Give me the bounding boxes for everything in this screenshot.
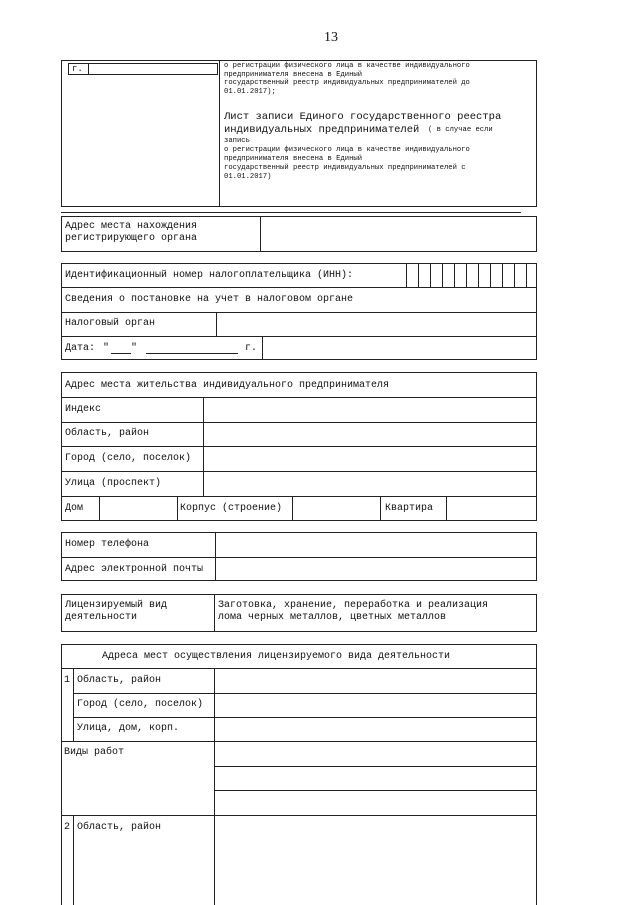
note-line: государственный реестр индивидуальных предпринимателей до	[224, 79, 470, 87]
row-number: 1	[64, 675, 71, 686]
sheet-title: индивидуальных предпринимателей	[224, 124, 420, 136]
note-line: государственный реестр индивидуальных предпринимателей с	[224, 164, 466, 172]
street-label: Улица (проспект)	[65, 478, 162, 489]
building-label: Корпус (строение)	[180, 503, 283, 514]
place-region-label: Область, район	[77, 675, 162, 686]
note-line: 01.01.2017);	[224, 87, 276, 96]
place-city-label: Город (село, поселок)	[77, 699, 204, 710]
note-line: предпринимателя внесена в Единый	[224, 155, 363, 163]
license-label: деятельности	[65, 612, 138, 623]
region-label: Область, район	[65, 428, 150, 439]
date-year: г.	[245, 343, 258, 354]
place-street-label: Улица, дом, корп.	[77, 723, 180, 734]
reg-address-label: регистрирующего органа	[65, 233, 198, 244]
date-label: Дата:	[65, 343, 96, 354]
places-title: Адреса мест осуществления лицензируемого вида деятельности	[102, 651, 451, 662]
phone-label: Номер телефона	[65, 539, 150, 550]
license-value: Заготовка, хранение, переработка и реализация	[218, 600, 489, 611]
note-line: предпринимателя внесена в Единый	[224, 70, 363, 79]
index-label: Индекс	[65, 404, 102, 415]
work-types-label: Виды работ	[64, 747, 125, 758]
year-suffix: г.	[72, 64, 83, 74]
date-quote: "	[103, 343, 110, 354]
city-label: Город (село, поселок)	[65, 453, 192, 464]
note-line: ( в случае если	[428, 126, 493, 134]
tax-registration-info: Сведения о постановке на учет в налоговом органе	[65, 294, 354, 305]
note-line: о регистрации физического лица в качестве индивидуального	[224, 146, 470, 154]
residence-title: Адрес места жительства индивидуального предпринимателя	[65, 380, 390, 391]
row-number: 2	[64, 822, 71, 833]
page-number: 13	[324, 30, 338, 45]
note-line: о регистрации физического лица в качестве индивидуального	[224, 62, 470, 70]
date-quote: "	[131, 343, 138, 354]
house-label: Дом	[65, 503, 84, 514]
note-line: запись	[224, 137, 250, 145]
tax-authority-label: Налоговый орган	[65, 318, 156, 329]
reg-address-label: Адрес места нахождения	[65, 221, 198, 232]
place-region-label: Область, район	[77, 822, 162, 833]
license-label: Лицензируемый вид	[65, 600, 168, 611]
inn-label: Идентификационный номер налогоплательщика (ИНН):	[65, 270, 354, 281]
note-line: 01.01.2017)	[224, 173, 272, 181]
apartment-label: Квартира	[385, 503, 434, 514]
email-label: Адрес электронной почты	[65, 564, 204, 575]
license-value: лома черных металлов, цветных металлов	[218, 612, 447, 623]
sheet-title: Лист записи Единого государственного реестра	[224, 111, 502, 123]
